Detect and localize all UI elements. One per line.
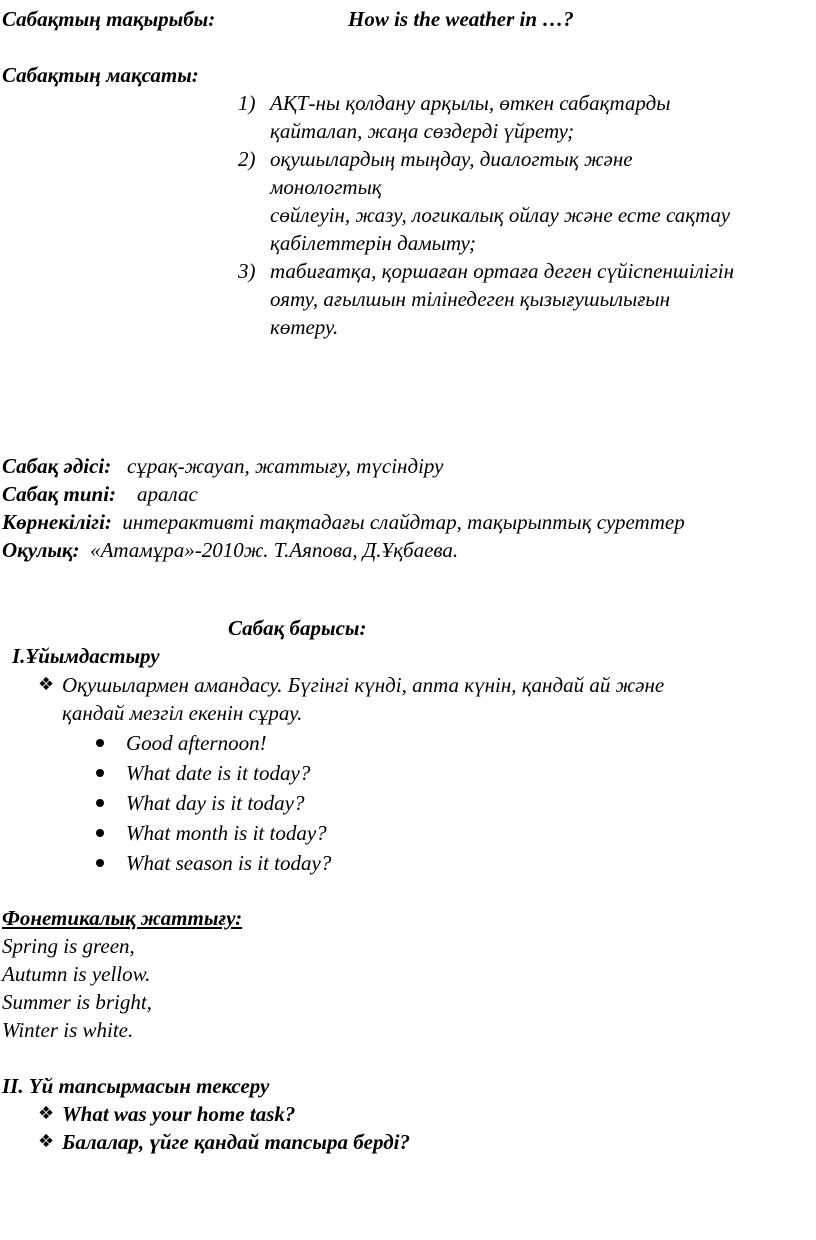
bullet-icon [96, 739, 104, 747]
diamond-bullet-icon: ❖ [38, 1131, 55, 1152]
aim-number: 1) [238, 91, 256, 115]
aim-line: табиғатқа, қоршаған ортаға деген сүйіспеншілігін [270, 259, 735, 283]
question-item: Good afternoon! [126, 731, 267, 755]
method-value: сұрақ-жауап, жаттығу, түсіндіру [127, 454, 444, 478]
greeting-line: Оқушылармен амандасу. Бүгінгі күнді, апта күнін, қандай ай және [62, 673, 665, 697]
aim-label: Сабақтың мақсаты: [2, 63, 199, 87]
phonetic-title: Фонетикалық жаттығу: [2, 906, 243, 930]
question-item: What month is it today? [126, 821, 327, 845]
visual-value: интерактивті тақтадағы слайдтар, тақырыптық суреттер [122, 510, 685, 534]
visual-label: Көрнекілігі: [2, 510, 112, 534]
textbook-row [2, 537, 458, 563]
type-value: аралас [137, 482, 198, 506]
question-item: What day is it today? [126, 791, 305, 815]
visual-row [2, 509, 685, 535]
lesson-title: Сабақ барысы: [228, 616, 367, 640]
homework-item: Балалар, үйге қандай тапсыра берді? [62, 1130, 410, 1154]
section-organization: І.Ұйымдастыру [12, 644, 160, 668]
topic-label: Сабақтың тақырыбы: [2, 7, 216, 31]
aim-line: қабілеттерін дамыту; [270, 231, 477, 255]
question-item: What date is it today? [126, 761, 311, 785]
diamond-bullet-icon: ❖ [38, 1103, 55, 1124]
homework-item: What was your home task? [62, 1102, 296, 1126]
homework-title: ІІ. Үй тапсырмасын тексеру [2, 1074, 270, 1098]
aim-line: монологтық [270, 175, 382, 199]
aim-line: оқушылардың тыңдау, диалогтық және [270, 147, 633, 171]
method-row [2, 453, 443, 479]
diamond-bullet-icon: ❖ [38, 674, 55, 695]
phonetic-line: Winter is white. [2, 1018, 134, 1042]
textbook-value: «Атамұра»-2010ж. Т.Аяпова, Д.Ұқбаева. [90, 538, 459, 562]
aim-line: сөйлеуін, жазу, логикалық ойлау және есте сақтау [270, 203, 731, 227]
phonetic-line: Summer is bright, [2, 990, 152, 1014]
aim-line: ояту, ағылшын тілінедеген қызығушылығын [270, 287, 671, 311]
aim-line: көтеру. [270, 315, 339, 339]
method-label: Сабақ әдісі: [2, 454, 112, 478]
type-label: Сабақ типі: [2, 482, 117, 506]
aim-line: қайталап, жаңа сөздерді үйрету; [270, 119, 575, 143]
textbook-label: Оқулық: [2, 538, 80, 562]
greeting-line: қандай мезгіл екенін сұрау. [62, 701, 303, 725]
phonetic-line: Spring is green, [2, 934, 135, 958]
bullet-icon [96, 769, 104, 777]
aim-number: 3) [238, 259, 256, 283]
phonetic-line: Autumn is yellow. [2, 962, 151, 986]
bullet-icon [96, 799, 104, 807]
type-row [2, 481, 198, 507]
bullet-icon [96, 859, 104, 867]
bullet-icon [96, 829, 104, 837]
aim-number: 2) [238, 147, 256, 171]
aim-line: АҚТ-ны қолдану арқылы, өткен сабақтарды [270, 91, 671, 115]
question-item: What season is it today? [126, 851, 332, 875]
topic-title: How is the weather in …? [348, 7, 574, 31]
